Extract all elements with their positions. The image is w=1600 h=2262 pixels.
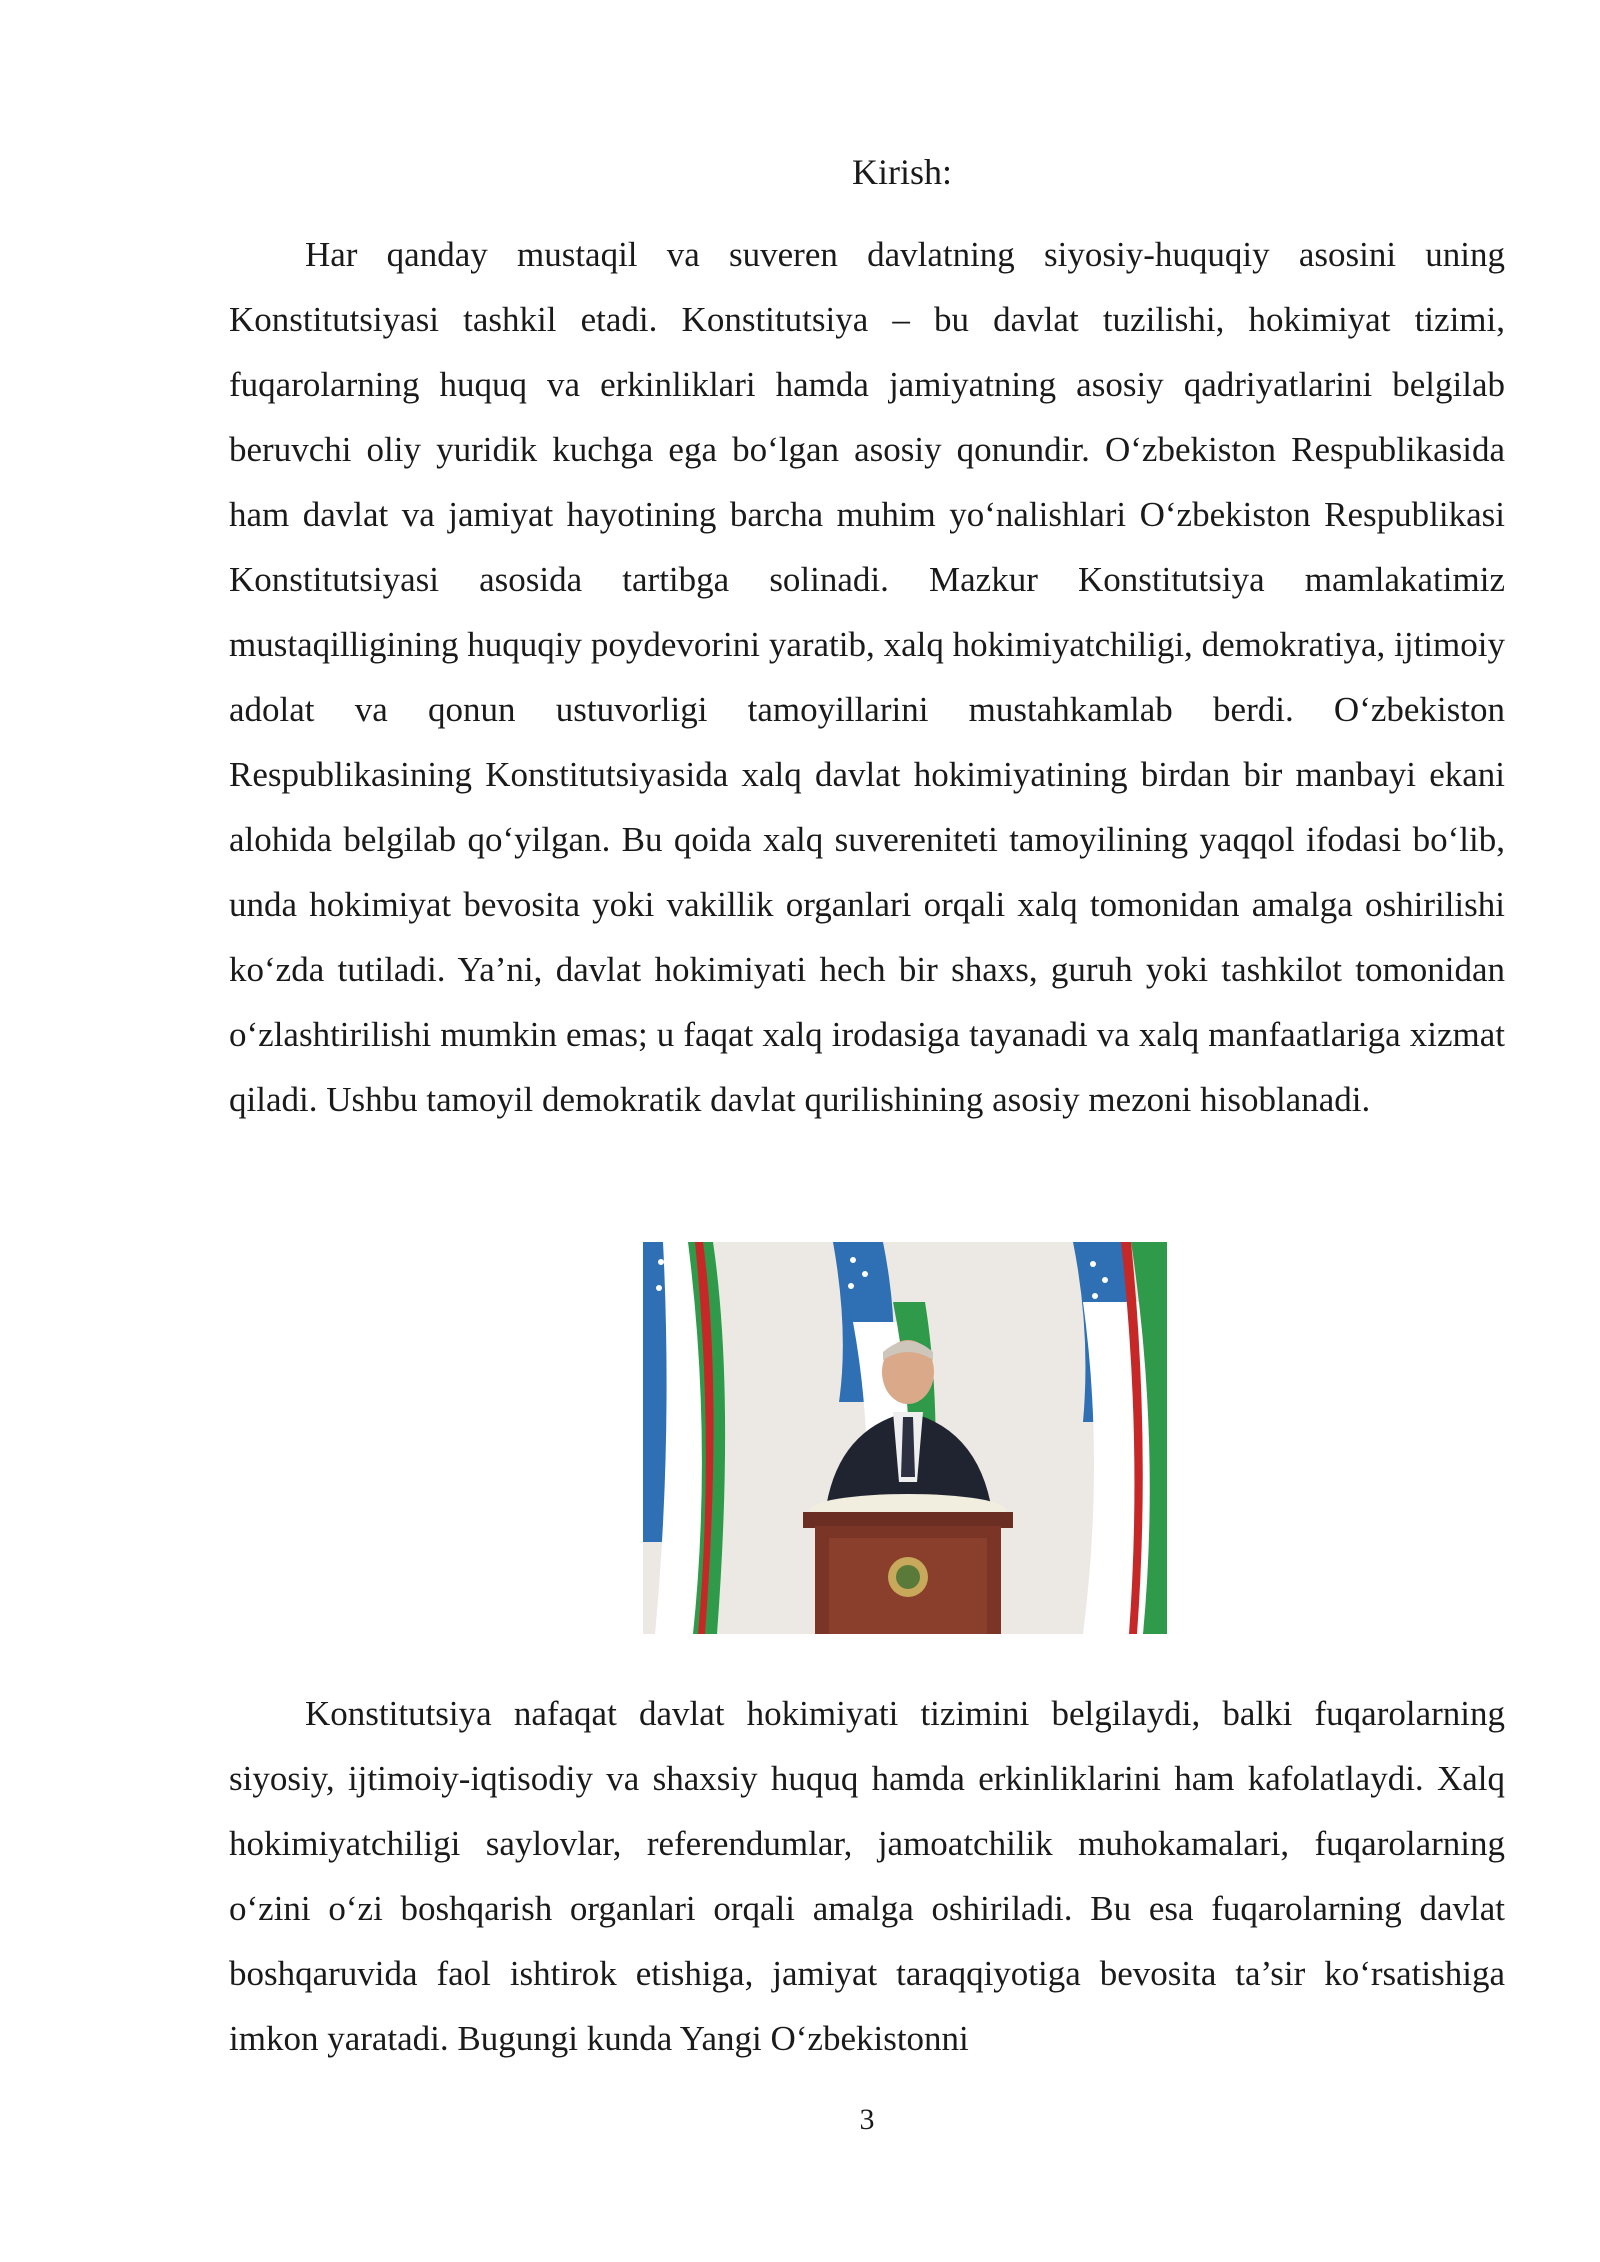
paragraph-constitution-rights: Konstitutsiya nafaqat davlat hokimiyati tizimini belgilaydi, balki fuqarolarning siyosiy, ijtimoiy-iqtisodiy va shaxsiy huquq hamda erkinliklarini ham kafolatlaydi. Xalq hokimiyatchiligi saylovlar, referendumlar, jamoatchilik muhokamalari, fuqarolarning oʻzini oʻzi boshqarish organlari orqali amalga oshiriladi. Bu esa fuqarolarning davlat boshqaruvida faol ishtirok etishiga, jamiyat taraqqiyotiga bevosita ta’sir koʻrsatishiga imkon yaratadi. Bugungi kunda Yangi Oʻzbekistonni: [229, 1694, 1505, 2058]
section-heading: Kirish:: [851, 152, 952, 192]
paragraph-intro: Har qanday mustaqil va suveren davlatning siyosiy-huquqiy asosini uning Konstitutsiyasi tashkil etadi. Konstitutsiya – bu davlat tuzilishi, hokimiyat tizimi, fuqarolarning huquq va erkinliklari hamda jamiyatning asosiy qadriyatlarini belgilab beruvchi oliy yuridik kuchga ega boʻlgan asosiy qonundir. Oʻzbekiston Respublikasida ham davlat va jamiyat hayotining barcha muhim yoʻnalishlari Oʻzbekiston Respublikasi Konstitutsiyasi asosida tartibga solinadi. Mazkur Konstitutsiya mamlakatimiz mustaqilligining huquqiy poydevorini yaratib, xalq hokimiyatchiligi, demokratiya, ijtimoiy adolat va qonun ustuvorligi tamoyillarini mustahkamlab berdi. Oʻzbekiston Respublikasining Konstitutsiyasida xalq davlat hokimiyatining birdan bir manbayi ekani alohida belgilab qoʻyilgan. Bu qoida xalq suvereniteti tamoyilining yaqqol ifodasi boʻlib, unda hokimiyat bevosita yoki vakillik organlari orqali xalq tomonidan amalga oshirilishi koʻzda tutiladi. Ya’ni, davlat hokimiyati hech bir shaxs, guruh yoki tashkilot tomonidan oʻzlashtirilishi mumkin emas; u faqat xalq irodasiga tayanadi va xalq manfaatlariga xizmat qiladi. Ushbu tamoyil demokratik davlat qurilishining asosiy mezoni hisoblanadi.: [229, 235, 1505, 1119]
page-number: 3: [859, 2103, 875, 2136]
photo-speaker-at-podium: [643, 1242, 1167, 1634]
